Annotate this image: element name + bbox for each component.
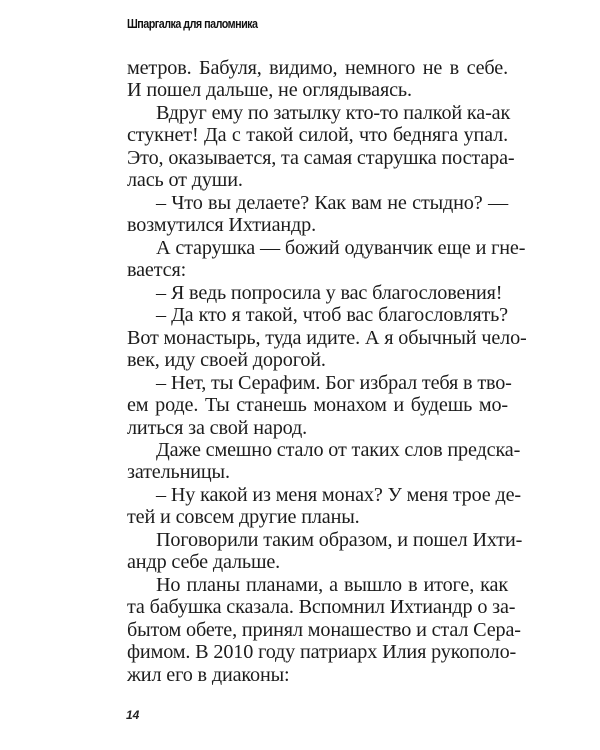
running-header: Шпаргалка для паломника	[127, 17, 258, 31]
text-line: тей и совсем другие планы.	[127, 506, 360, 529]
text-line: та бабушка сказала. Вспомнил Ихтиандр о за-	[127, 596, 516, 619]
text-line: – Нет, ты Серафим. Бог избрал тебя в тво-	[156, 371, 512, 394]
body-text	[127, 57, 527, 686]
text-line: – Что вы делаете? Как вам не стыдно? —	[156, 191, 508, 214]
text-line: вается:	[127, 259, 187, 282]
text-line: век, иду своей дорогой.	[127, 349, 326, 372]
text-line: Вот монастырь, туда идите. А я обычный чело-	[127, 326, 527, 349]
text-line: лась от души.	[127, 169, 243, 192]
text-line: – Я ведь попросила у вас благословения!	[156, 281, 503, 304]
text-line: андр себе дальше.	[127, 551, 281, 574]
text-line: Вдруг ему по затылку кто-то палкой ка-ак	[156, 101, 511, 124]
text-line: фимом. В 2010 году патриарх Илия рукополо-	[127, 641, 517, 664]
text-line: Даже смешно стало от таких слов предска-	[156, 438, 521, 461]
text-line: ем роде. Ты станешь монахом и будешь мо-	[127, 394, 508, 417]
text-line: метров. Бабуля, видимо, немного не в себе.	[127, 57, 508, 79]
text-line: бытом обете, принял монашество и стал Сера-	[127, 618, 521, 641]
text-line: возмутился Ихтиандр.	[127, 214, 317, 237]
text-line: И пошел дальше, не оглядываясь.	[127, 79, 412, 102]
text-line: А старушка — божий одуванчик еще и гне-	[156, 236, 526, 259]
page-number: 14	[126, 708, 140, 722]
text-line: Это, оказывается, та самая старушка постара-	[127, 146, 515, 169]
text-line: – Да кто я такой, чтоб вас благословлять?	[156, 304, 508, 327]
text-line: зательницы.	[127, 461, 230, 484]
text-line: Но планы планами, а вышло в итоге, как	[156, 573, 508, 596]
text-line: жил его в диаконы:	[127, 663, 290, 686]
text-line: Поговорили таким образом, и пошел Ихти-	[156, 528, 523, 551]
text-line: – Ну какой из меня монах? У меня трое де-	[156, 483, 522, 506]
text-line: литься за свой народ.	[127, 416, 308, 439]
text-line: стукнет! Да с такой силой, что бедняга упал.	[127, 124, 508, 147]
